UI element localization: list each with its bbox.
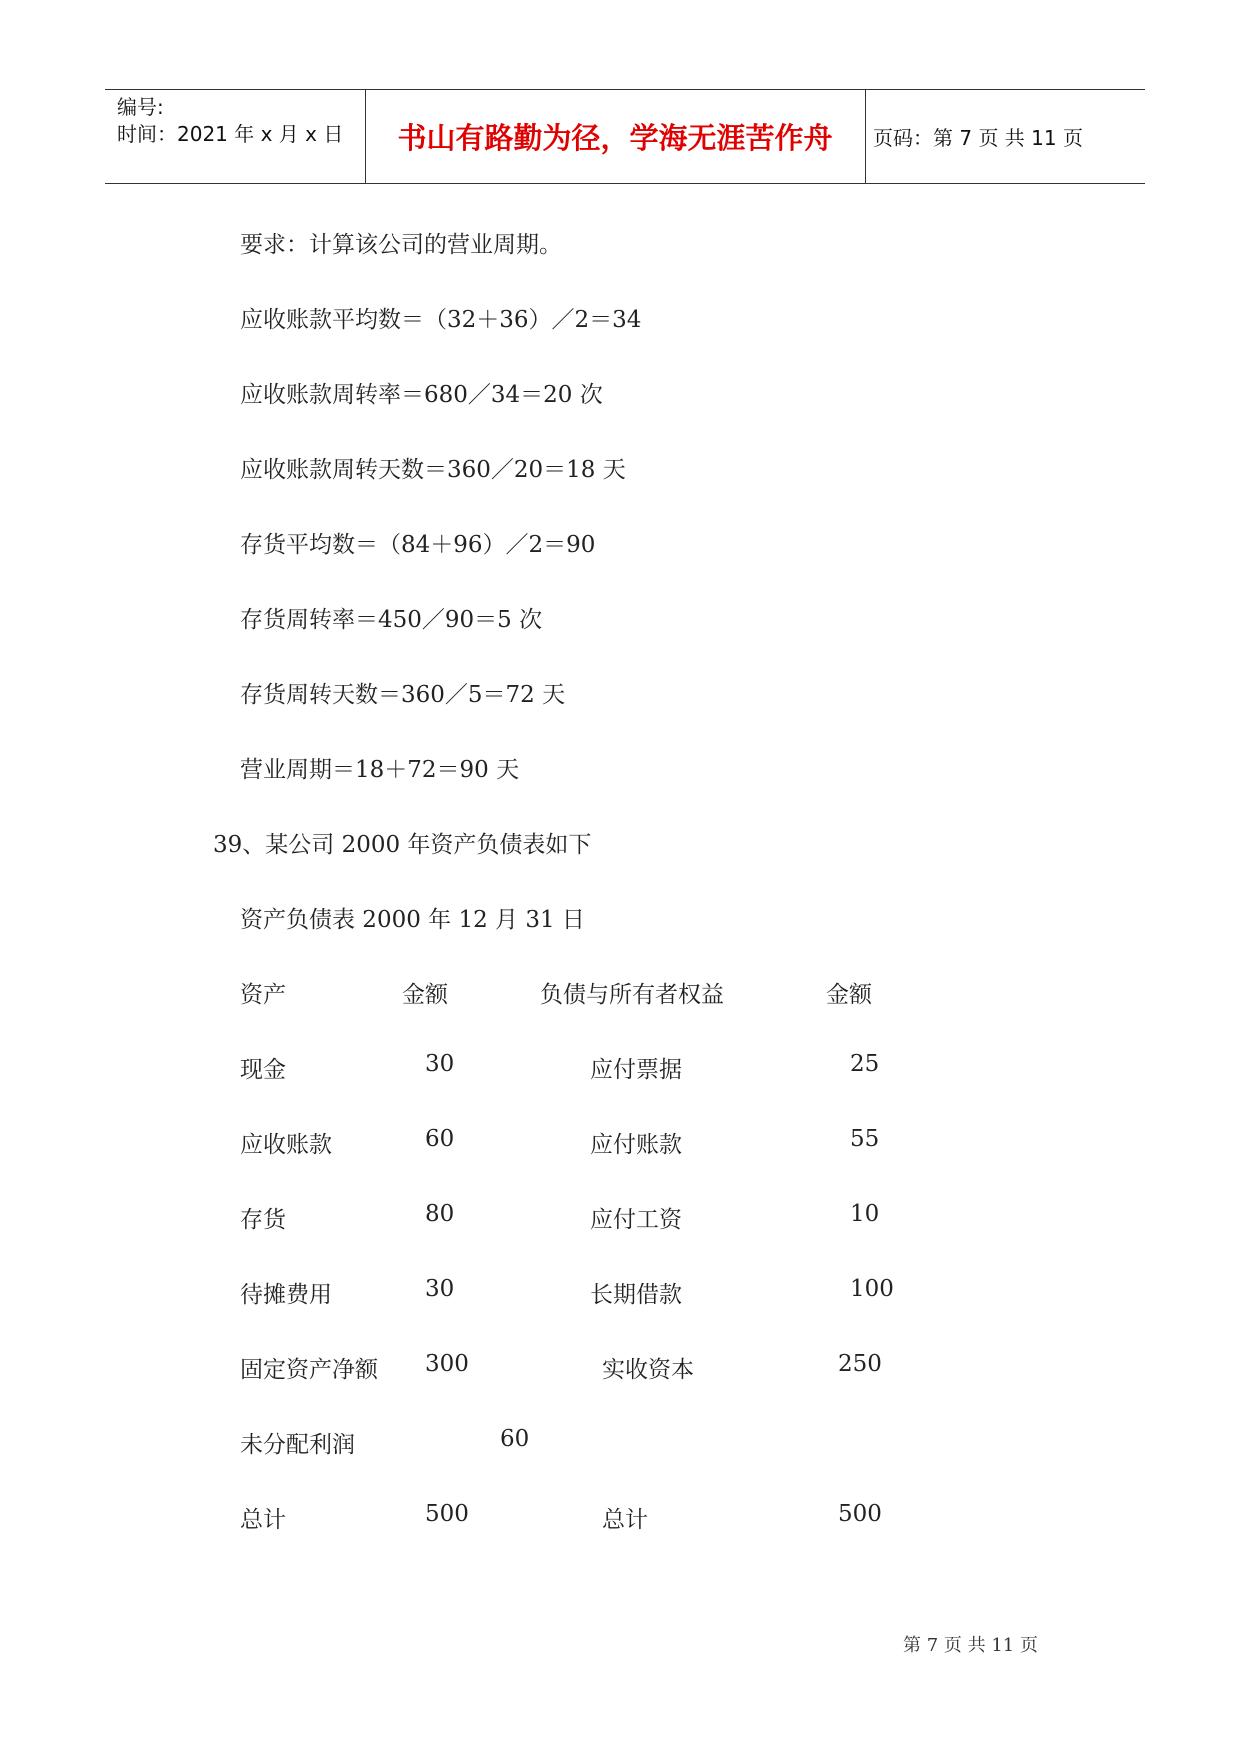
table-cell: 55 <box>850 1126 880 1152</box>
question-title: 39、某公司 2000 年资产负债表如下 <box>213 832 592 858</box>
table-title: 资产负债表 2000 年 12 月 31 日 <box>240 907 585 933</box>
table-cell: 30 <box>425 1051 455 1077</box>
header-motto: 书山有路勤为径，学海无涯苦作舟 <box>397 121 833 155</box>
table-cell: 80 <box>425 1201 455 1227</box>
table-cell: 30 <box>425 1276 455 1302</box>
table-cell: 500 <box>838 1501 882 1527</box>
table-cell: 长期借款 <box>590 1282 682 1308</box>
table-cell: 总计 <box>602 1507 648 1533</box>
table-cell: 总计 <box>240 1507 286 1533</box>
table-cell: 60 <box>425 1126 455 1152</box>
body-line: 要求：计算该公司的营业周期。 <box>240 232 562 258</box>
body-line: 存货周转率＝450／90＝5 次 <box>240 607 543 633</box>
table-cell: 应付账款 <box>590 1132 682 1158</box>
header-divider-left <box>365 90 366 183</box>
table-header-liabilities: 负债与所有者权益 <box>540 982 724 1008</box>
table-header-amount: 金额 <box>826 982 872 1008</box>
header-left <box>117 94 367 148</box>
body-line: 应收账款周转天数＝360／20＝18 天 <box>240 457 626 483</box>
table-cell: 60 <box>500 1426 530 1452</box>
table-cell: 250 <box>838 1351 882 1377</box>
header-divider-right <box>865 90 866 183</box>
table-cell: 实收资本 <box>602 1357 694 1383</box>
page-header <box>105 89 1145 184</box>
body-line: 存货周转天数＝360／5＝72 天 <box>240 682 566 708</box>
body-line: 应收账款平均数＝（32＋36）／2＝34 <box>240 307 642 333</box>
table-cell: 未分配利润 <box>240 1432 355 1458</box>
table-header-assets: 资产 <box>240 982 286 1008</box>
table-cell: 应付工资 <box>590 1207 682 1233</box>
header-page-number: 页码：第 7 页 共 11 页 <box>873 126 1083 150</box>
table-header-amount: 金额 <box>402 982 448 1008</box>
table-cell: 应收账款 <box>240 1132 332 1158</box>
table-cell: 应付票据 <box>590 1057 682 1083</box>
body-line: 应收账款周转率＝680／34＝20 次 <box>240 382 603 408</box>
table-cell: 500 <box>425 1501 469 1527</box>
body-line: 营业周期＝18＋72＝90 天 <box>240 757 520 783</box>
table-cell: 25 <box>850 1051 880 1077</box>
body-line: 存货平均数＝（84＋96）／2＝90 <box>240 532 596 558</box>
page-footer: 第 7 页 共 11 页 <box>903 1635 1038 1656</box>
table-cell: 待摊费用 <box>240 1282 332 1308</box>
document-time-label: 时间：2021 年 x 月 x 日 <box>117 122 344 146</box>
table-cell: 10 <box>850 1201 880 1227</box>
table-cell: 100 <box>850 1276 894 1302</box>
table-cell: 固定资产净额 <box>240 1357 378 1383</box>
document-number-label: 编号: <box>117 95 164 119</box>
table-cell: 300 <box>425 1351 469 1377</box>
table-cell: 现金 <box>240 1057 286 1083</box>
table-cell: 存货 <box>240 1207 286 1233</box>
